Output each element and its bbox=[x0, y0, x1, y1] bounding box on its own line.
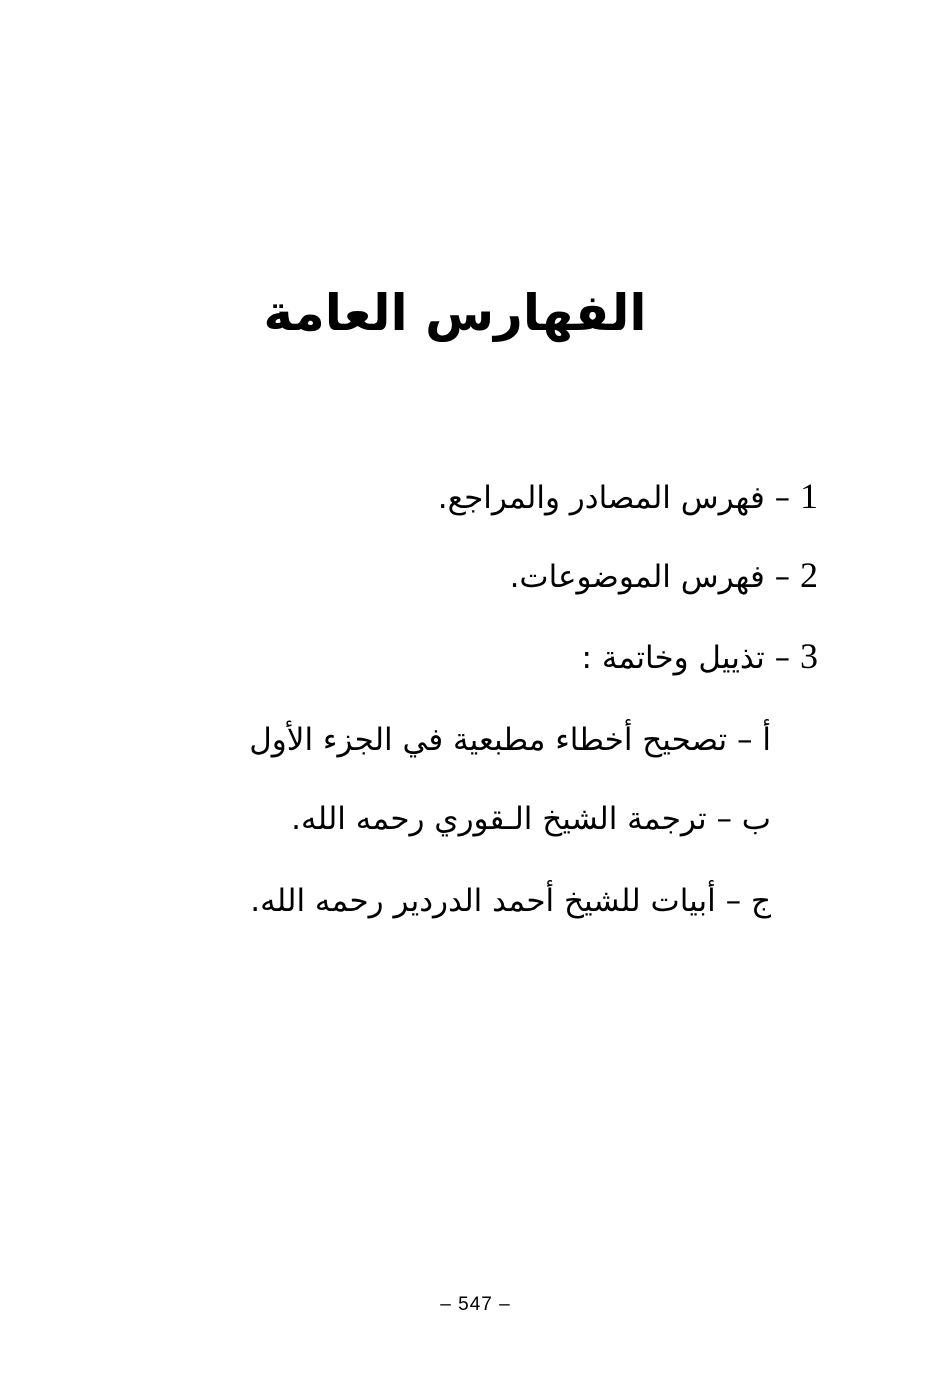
index-item-1 bbox=[438, 474, 818, 520]
index-item-number: 3 bbox=[800, 636, 818, 676]
index-item-text: – تذييل وخاتمة : bbox=[581, 640, 800, 676]
page-title: الفهارس العامة bbox=[263, 284, 647, 342]
index-item-3 bbox=[582, 634, 818, 680]
index-item-text: – فهرس المصادر والمراجع. bbox=[437, 480, 800, 516]
index-item-number: 2 bbox=[800, 555, 818, 595]
index-item-text: – فهرس الموضوعات. bbox=[509, 559, 800, 595]
sub-item-jim: ج – أبيات للشيخ أحمد الدردير رحمه الله. bbox=[250, 883, 771, 919]
sub-item-alif: أ – تصحيح أخطاء مطبعية في الجزء الأول bbox=[249, 722, 771, 758]
index-item-number: 1 bbox=[800, 476, 818, 516]
sub-item-ba: ب – ترجمة الشيخ الـقوري رحمه الله. bbox=[291, 801, 771, 837]
page-number: – 547 – bbox=[440, 1294, 511, 1315]
index-item-2 bbox=[510, 553, 818, 599]
